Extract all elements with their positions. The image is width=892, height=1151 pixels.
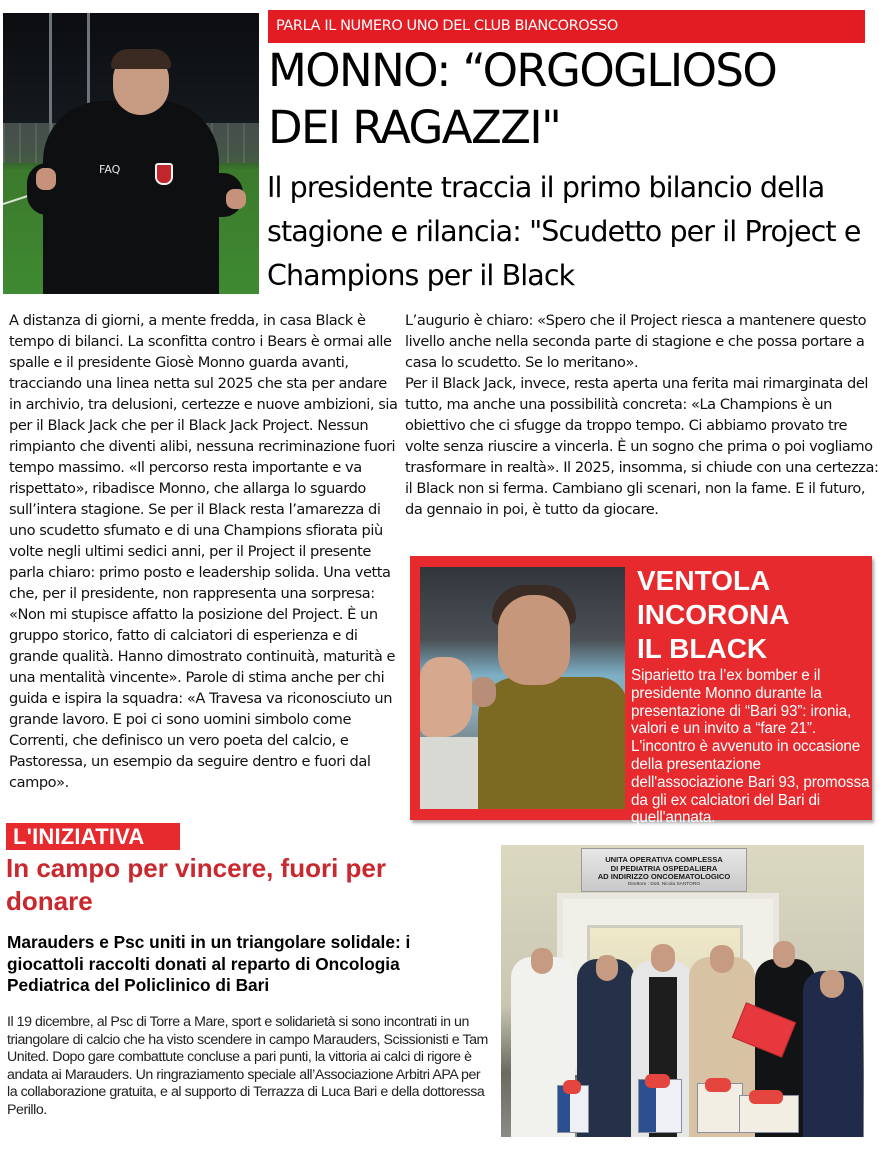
sign-line: AD INDIRIZZO ONCOEMATOLOGICO [597,872,731,882]
article-paragraph: Per il Black Jack, invece, resta aperta una ferita mai rimarginata del tutto, ma anche una possibilità concreta: «La Champions è un obiettivo che ci sfugge da troppo tempo. Ci abbiamo provato tre volte senza riuscire a vincerla. È un sogno che prima o poi vogliamo trasformare in realtà». Il 2025, insomma, si chiude con una certezza: il Black non si ferma. Cambiano gli scenari, non la fame. E il futuro, da gennaio in poi, è tutto da giocare. [405,375,879,518]
toy-bag [697,1083,743,1133]
toy-bag [557,1085,589,1133]
main-headline [268,42,888,156]
photo-head [596,955,618,981]
photo-head [420,657,472,737]
sidebar-title-line: INCORONA [637,599,790,630]
sign-line: Direttore : Dott. Nicola SANTORO [627,881,701,887]
sign-line: UNITA OPERATIVA COMPLESSA [605,855,723,864]
initiative-body: Il 19 dicembre, al Psc di Torre a Mare, sport e solidarietà si sono incontrati in un triangolare di calcio che ha visto scendere in campo Marauders, Scissionisti e Tam United. Dopo gare combattute concluse a pari punti, la vittoria ai calci di rigore è andata ai Marauders. Un ringraziamento speciale all’Associazione Arbitri APA per la collaborazione gratuita, e al supporto di Terrazza di Luca Bari e della dottoressa Perillo. [7,1014,488,1118]
initiative-subheadline: Marauders e Psc uniti in un triangolare solidale: i giocattoli raccolti donati al reparto di Oncologia Pediatrica del Policlinico di Bari [7,932,411,995]
jacket-logo: FAQ [99,163,121,176]
club-crest-icon [155,163,173,185]
photo-hair [111,49,171,69]
section-tag-text: L'INIZIATIVA [13,824,145,849]
kicker-text: PARLA IL NUMERO UNO DEL CLUB BIANCOROSSO [276,18,618,34]
initiative-headline: In campo per vincere, fuori per donare [6,853,386,916]
sidebar-title-line: IL BLACK [637,633,768,664]
photo-head [498,595,570,685]
hospital-sign [581,848,747,892]
article-column-right [405,310,885,520]
sidebar-title [637,564,867,666]
photo-fist [226,189,246,209]
article-column-left [9,310,401,793]
photo-head [470,677,496,707]
sidebar-box [410,556,872,827]
selfie-photo [420,567,625,809]
article-paragraph: L’augurio è chiaro: «Spero che il Project riesca a mantenere questo livello anche nella seconda parte di stagione e che possa portare a casa lo scudetto. Se lo meritano». [405,312,867,371]
toy-bag [739,1095,799,1133]
donation-photo [501,845,864,1137]
sidebar-text: Siparietto tra l’ex bomber e il presidente Monno durante la presentazione di “Bari 93”: ironia, valori e un invito a “fare 21”. L'incontro è avvenuto in occasione della presentazione dell'associazione Bari 93, promossa da gli ex calciatori del Bari di quell'annata. [631,667,870,827]
headline-line-2: DEI RAGAZZI" [268,101,561,154]
photo-head [773,941,795,968]
photo-head [710,945,734,973]
section-tag [6,823,180,850]
article-paragraph: A distanza di giorni, a mente fredda, in casa Black è tempo di bilanci. La sconfitta contro i Bears è ormai alle spalle e il presidente Giosè Monno guarda avanti, tracciando una linea netta sul 2025 che sta per andare in archivio, tra delusioni, certezze e nuove ambizioni, sia per il Black Jack che per il Black Jack Project. Nessun rimpianto che diventi alibi, nessuna recriminazione fuori tempo massimo. «Il percorso resta importante e va rispettato», ribadisce Monno, che allarga lo sguardo sull’intera stagione. Se per il Black resta l’amarezza di uno scudetto sfumato e di una Champions sfiorata più volte negli ultimi sedici anni, per il Project il presente parla chiaro: primo posto e leadership solida. Una vetta che, per il presidente, non rappresenta una sorpresa: «Non mi stupisce affatto la posizione del Project. È un gruppo storico, fatto di calciatori di esperienza e di grande qualità. Hanno dimostrato continuità, maturità e una mentalità vincente». Parole di stima anche per chi guida e ispira la squadra: «A Travesa va riconosciuto un grande lavoro. E poi ci sono uomini simbolo come Correnti, che definisco un vero poeta del calcio, e Pastoressa, un esempio da seguire dentro e fuori dal campo». [9,312,398,791]
president-photo [3,13,259,294]
photo-head [651,944,675,972]
photo-head [531,948,553,974]
photo-person [478,677,625,809]
headline-line-1: MONNO: “ORGOGLIOSO [268,44,777,97]
photo-fist [36,168,56,190]
sign-line: DI PEDIATRIA OSPEDALIERA [610,863,718,873]
toy-bag [638,1079,682,1133]
photo-head [820,970,844,998]
photo-person [43,101,219,294]
photo-person [420,737,478,809]
sidebar-title-line: VENTOLA [637,565,771,596]
kicker-bar [268,10,865,43]
main-subheadline: Il presidente traccia il primo bilancio della stagione e rilancia: "Scudetto per il Project e Champions per il Black [267,171,861,292]
